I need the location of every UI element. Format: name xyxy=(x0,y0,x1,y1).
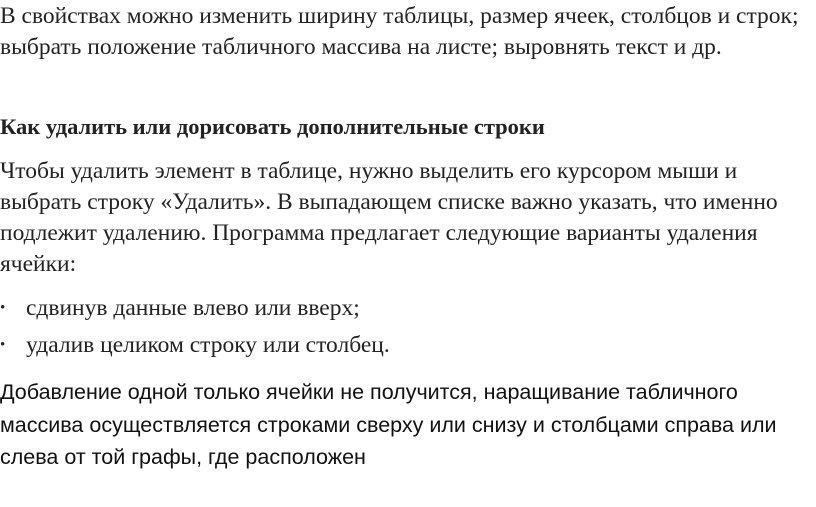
list-item-text: сдвинув данные влево или вверх; xyxy=(26,295,360,321)
bullet-icon: • xyxy=(0,300,6,316)
delete-instructions-paragraph: Чтобы удалить элемент в таблице, нужно выделить его курсором мыши и выбрать строку «Удалить». В выпадающем списке важно указать, что именно подлежит удалению. Программа предлагает следующие варианты удаления ячейки: xyxy=(0,158,778,277)
section-heading: Как удалить или дорисовать дополнительные строки xyxy=(0,114,545,139)
list-item xyxy=(0,330,812,366)
add-cells-paragraph: Добавление одной только ячейки не получится, наращивание табличного массива осуществляется строками сверху или снизу и столбцами справа или слева от той графы, где расположен xyxy=(0,380,777,469)
list-item xyxy=(0,293,812,329)
list-item-text: удалив целиком строку или столбец. xyxy=(26,332,390,358)
delete-options-list xyxy=(0,293,812,366)
intro-paragraph: В свойствах можно изменить ширину таблицы, размер ячеек, столбцов и строк; выбрать положение табличного массива на листе; выровнять текст и др. xyxy=(0,3,799,60)
bullet-icon: • xyxy=(0,337,6,353)
